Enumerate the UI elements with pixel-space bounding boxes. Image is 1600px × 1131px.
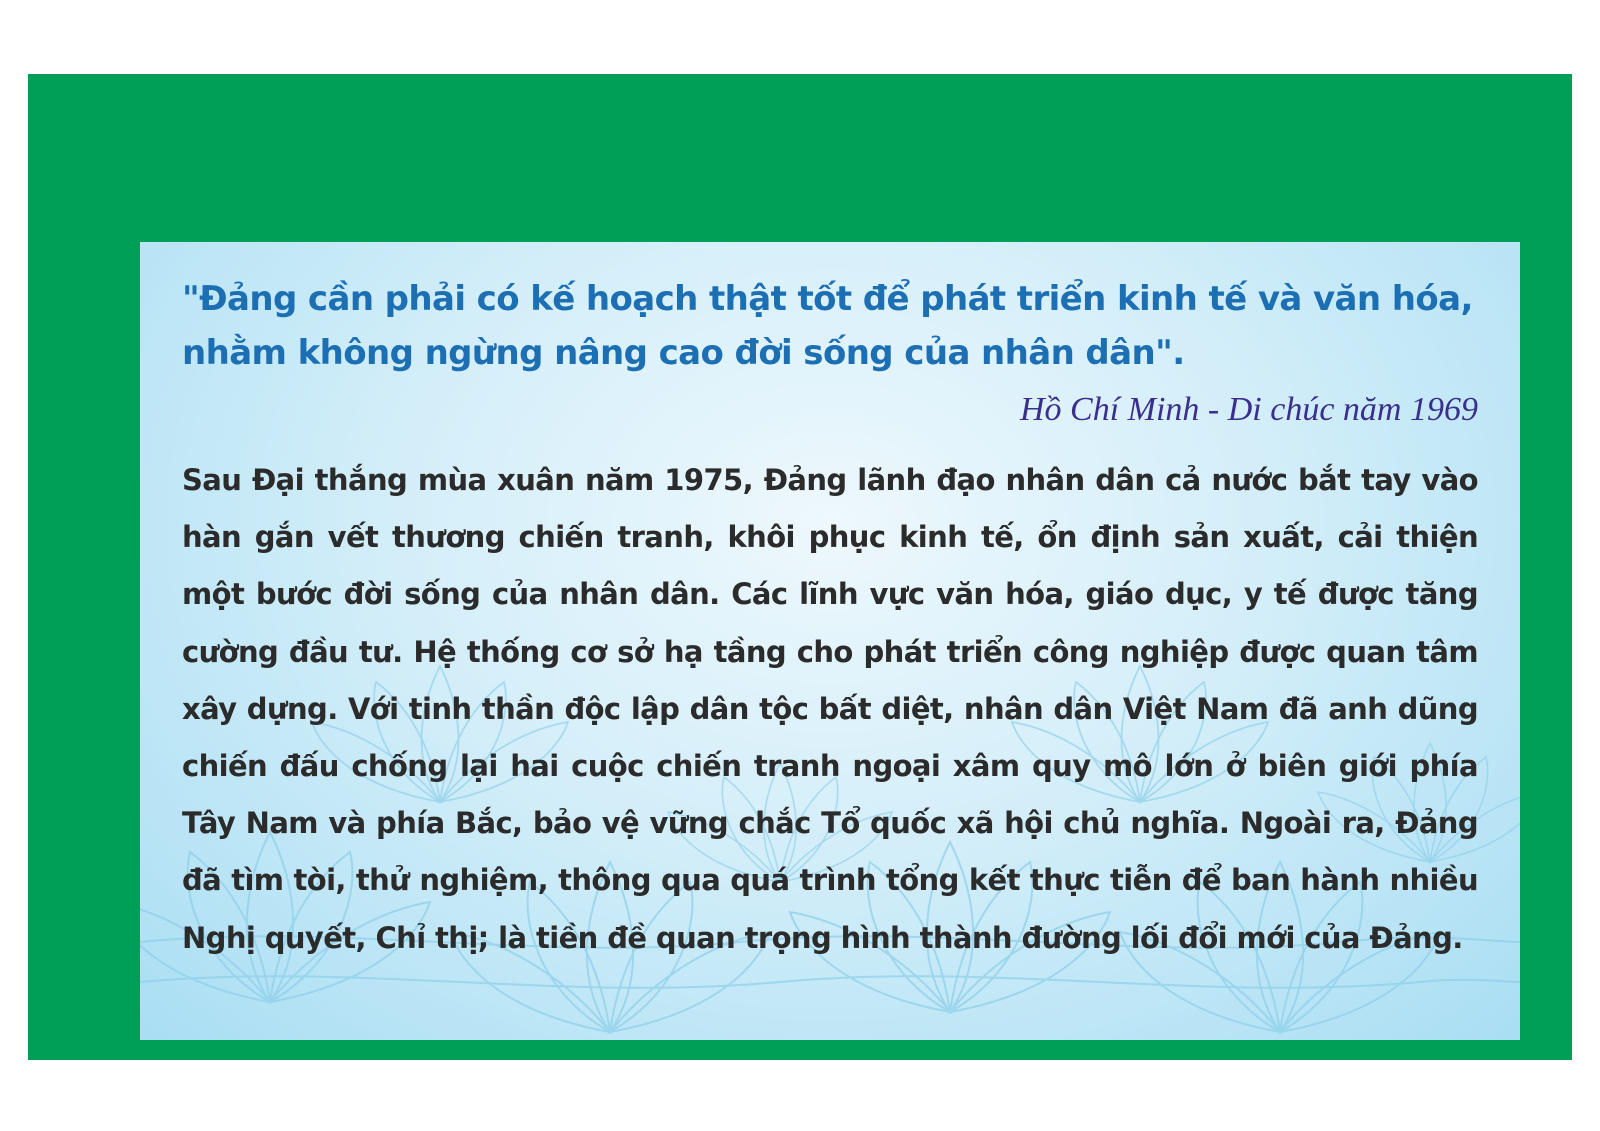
green-frame [28, 74, 1572, 1060]
quote-attribution: Hồ Chí Minh - Di chúc năm 1969 [1019, 391, 1478, 428]
content-panel [140, 242, 1520, 1040]
quote-text: "Đảng cần phải có kế hoạch thật tốt để phát triển kinh tế và văn hóa, nhằm không ngừng nâng cao đời sống của nhân dân". [182, 279, 1473, 373]
body-paragraph: Sau Đại thắng mùa xuân năm 1975, Đảng lãnh đạo nhân dân cả nước bắt tay vào hàn gắn vết thương chiến tranh, khôi phục kinh tế, ổn định sản xuất, cải thiện một bước đời sống của nhân dân. Các lĩnh vực văn hóa, giáo dục, y tế được tăng cường đầu tư. Hệ thống cơ sở hạ tầng cho phát triển công nghiệp được quan tâm xây dựng. Với tinh thần độc lập dân tộc bất diệt, nhân dân Việt Nam đã anh dũng chiến đấu chống lại hai cuộc chiến tranh ngoại xâm quy mô lớn ở biên giới phía Tây Nam và phía Bắc, bảo vệ vững chắc Tổ quốc xã hội chủ nghĩa. Ngoài ra, Đảng đã tìm tòi, thử nghiệm, thông qua quá trình tổng kết thực tiễn để ban hành nhiều Nghị quyết, Chỉ thị; là tiền đề quan trọng hình thành đường lối đổi mới của Đảng. [182, 463, 1478, 955]
